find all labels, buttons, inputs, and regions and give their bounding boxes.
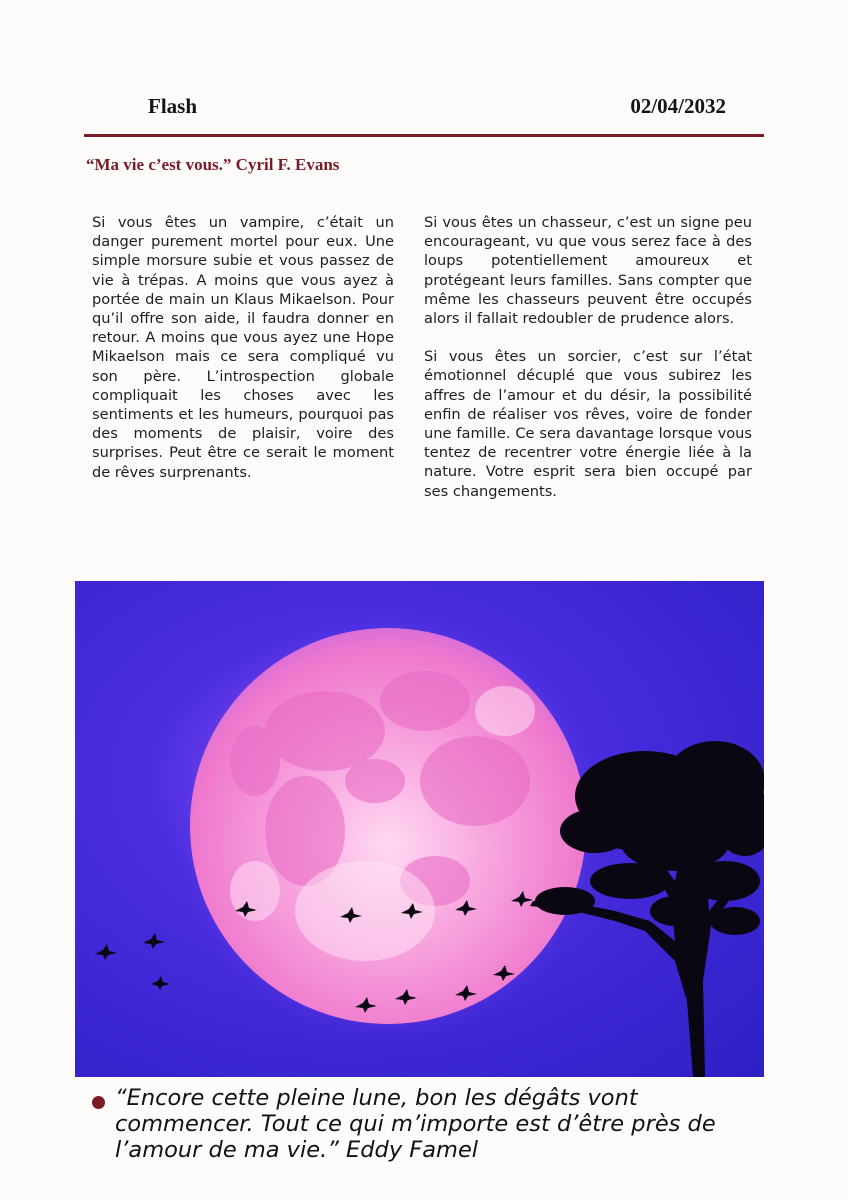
moon-illustration bbox=[75, 581, 764, 1077]
header-divider bbox=[84, 134, 764, 137]
magazine-title: Flash bbox=[148, 94, 198, 118]
paragraph-vampire: Si vous êtes un vampire, c’était un danger purement mortel pour eux. Une simple morsure subie et vous passez de vie à trépas. A moins que vous ayez à portée de main un Klaus Mikaelson. Pour qu’il offre son aide, il faudra donner en retour. A moins que vous ayez une Hope Mikaelson mais ce sera compliqué vu son père. L’introspection globale compliquait les choses avec les sentiments et les humeurs, pourquoi pas des moments de plaisir, voire des surprises. Peut être ce serait le moment de rêves surprenants. bbox=[92, 214, 394, 481]
epigraph-quote: “Ma vie c’est vous.” Cyril F. Evans bbox=[86, 155, 340, 174]
paragraph-witch: Si vous êtes un sorcier, c’est sur l’état émotionnel décuplé que vous subirez les affres de l’amour et du désir, la possibilité enfin de réaliser vos rêves, voire de fonder une famille. Ce sera davantage lorsque vous tentez de recentrer votre énergie liée à la nature. Votre esprit sera bien occupé par ses changements. bbox=[424, 348, 752, 500]
closing-quote: “Encore cette pleine lune, bon les dégâts vont commencer. Tout ce qui m’importe est d’être près de l’amour de ma vie.” Eddy Famel bbox=[115, 1085, 716, 1163]
issue-date: 02/04/2032 bbox=[630, 94, 726, 118]
paragraph-hunter: Si vous êtes un chasseur, c’est un signe peu encourageant, vu que vous serez face à des loups potentiellement amoureux et protégeant leurs familles. Sans compter que même les chasseurs peuvent être occupés alors il fallait redoubler de prudence alors. bbox=[424, 214, 752, 328]
full-moon-photo bbox=[75, 581, 764, 1077]
article-column-right bbox=[424, 213, 752, 520]
quote-bullet bbox=[92, 1096, 105, 1109]
article-column-left bbox=[92, 213, 394, 501]
